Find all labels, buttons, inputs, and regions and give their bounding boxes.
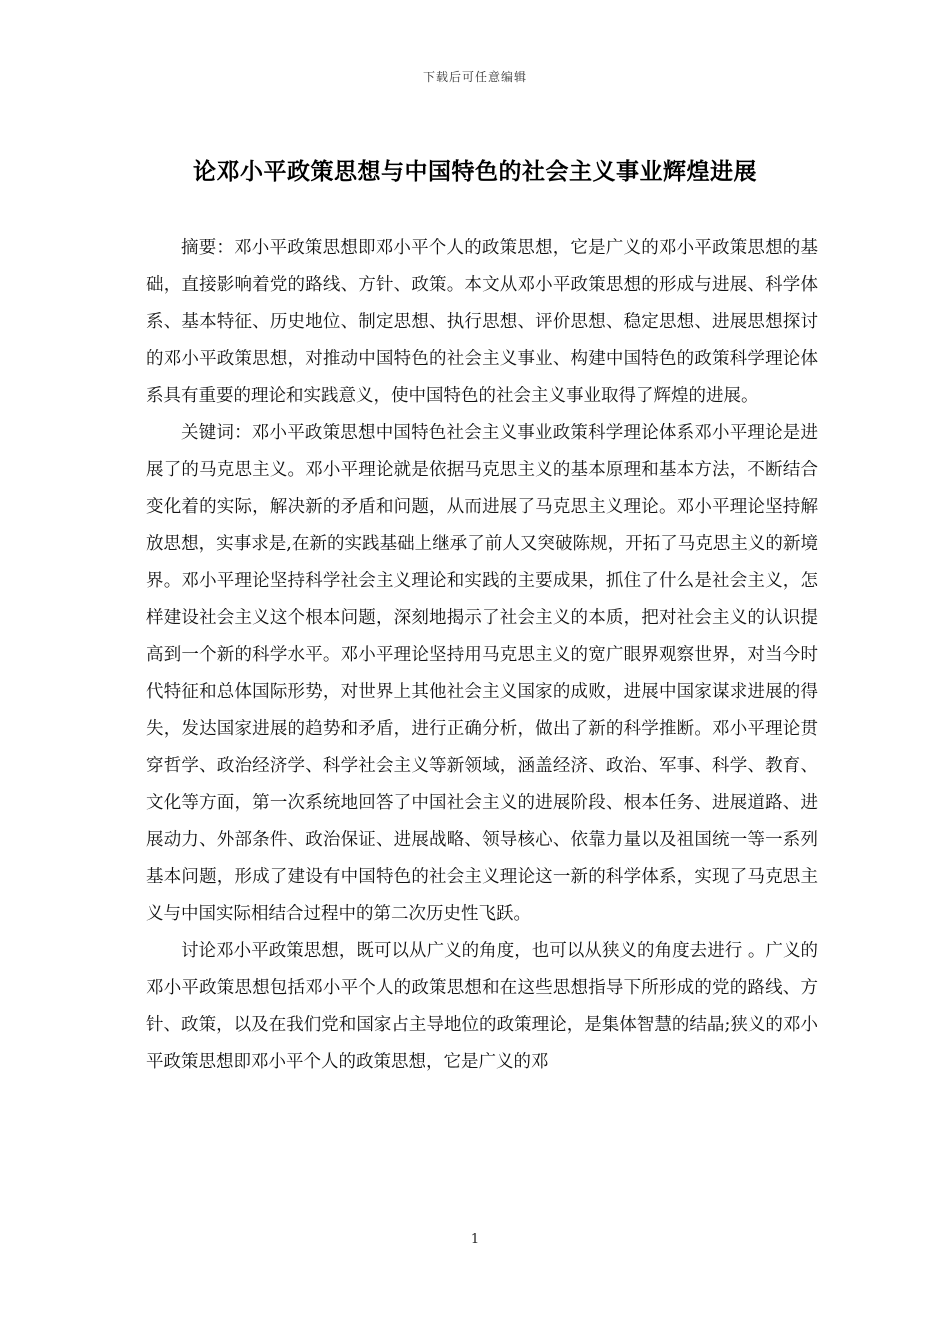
keywords-paragraph: 关键词：邓小平政策思想中国特色社会主义事业政策科学理论体系邓小平理论是进展了的马克思主义。邓小平理论就是依据马克思主义的基本原理和基本方法，不断结合变化着的实际，解决新的矛盾和问题，从而进展了马克思主义理论。邓小平理论坚持解放思想，实事求是,在新的实践基础上继承了前人又突破陈规，开拓了马克思主义的新境界。邓小平理论坚持科学社会主义理论和实践的主要成果，抓住了什么是社会主义，怎样建设社会主义这个根本问题，深刻地揭示了社会主义的本质，把对社会主义的认识提高到一个新的科学水平。邓小平理论坚持用马克思主义的宽广眼界观察世界，对当今时代特征和总体国际形势，对世界上其他社会主义国家的成败，进展中国家谋求进展的得失，发达国家进展的趋势和矛盾，进行正确分析，做出了新的科学推断。邓小平理论贯穿哲学、政治经济学、科学社会主义等新领域，涵盖经济、政治、军事、科学、教育、文化等方面，第一次系统地回答了中国社会主义的进展阶段、根本任务、进展道路、进展动力、外部条件、政治保证、进展战略、领导核心、依靠力量以及祖国统一等一系列基本问题，形成了建设有中国特色的社会主义理论这一新的科学体系，实现了马克思主义与中国实际相结合过程中的第二次历史性飞跃。 (146, 423, 818, 924)
page-number: 1 (470, 1232, 480, 1247)
document-title: 论邓小平政策思想与中国特色的社会主义事业辉煌进展 (193, 158, 757, 185)
abstract-paragraph: 摘要：邓小平政策思想即邓小平个人的政策思想，它是广义的邓小平政策思想的基础，直接影响着党的路线、方针、政策。本文从邓小平政策思想的形成与进展、科学体系、基本特征、历史地位、制定思想、执行思想、评价思想、稳定思想、进展思想探讨的邓小平政策思想，对推动中国特色的社会主义事业、构建中国特色的政策科学理论体系具有重要的理论和实践意义，使中国特色的社会主义事业取得了辉煌的进展。 (146, 238, 818, 406)
document-body (146, 230, 818, 1081)
body-paragraph: 讨论邓小平政策思想，既可以从广义的角度，也可以从狭义的角度去进行 。广义的邓小平政策思想包括邓小平个人的政策思想和在这些思想指导下所形成的党的路线、方针、政策，以及在我们党和国家占主导地位的政策理论，是集体智慧的结晶;狭义的邓小平政策思想即邓小平个人的政策思想，它是广义的邓 (146, 941, 818, 1072)
header-note: 下载后可任意编辑 (422, 70, 527, 84)
